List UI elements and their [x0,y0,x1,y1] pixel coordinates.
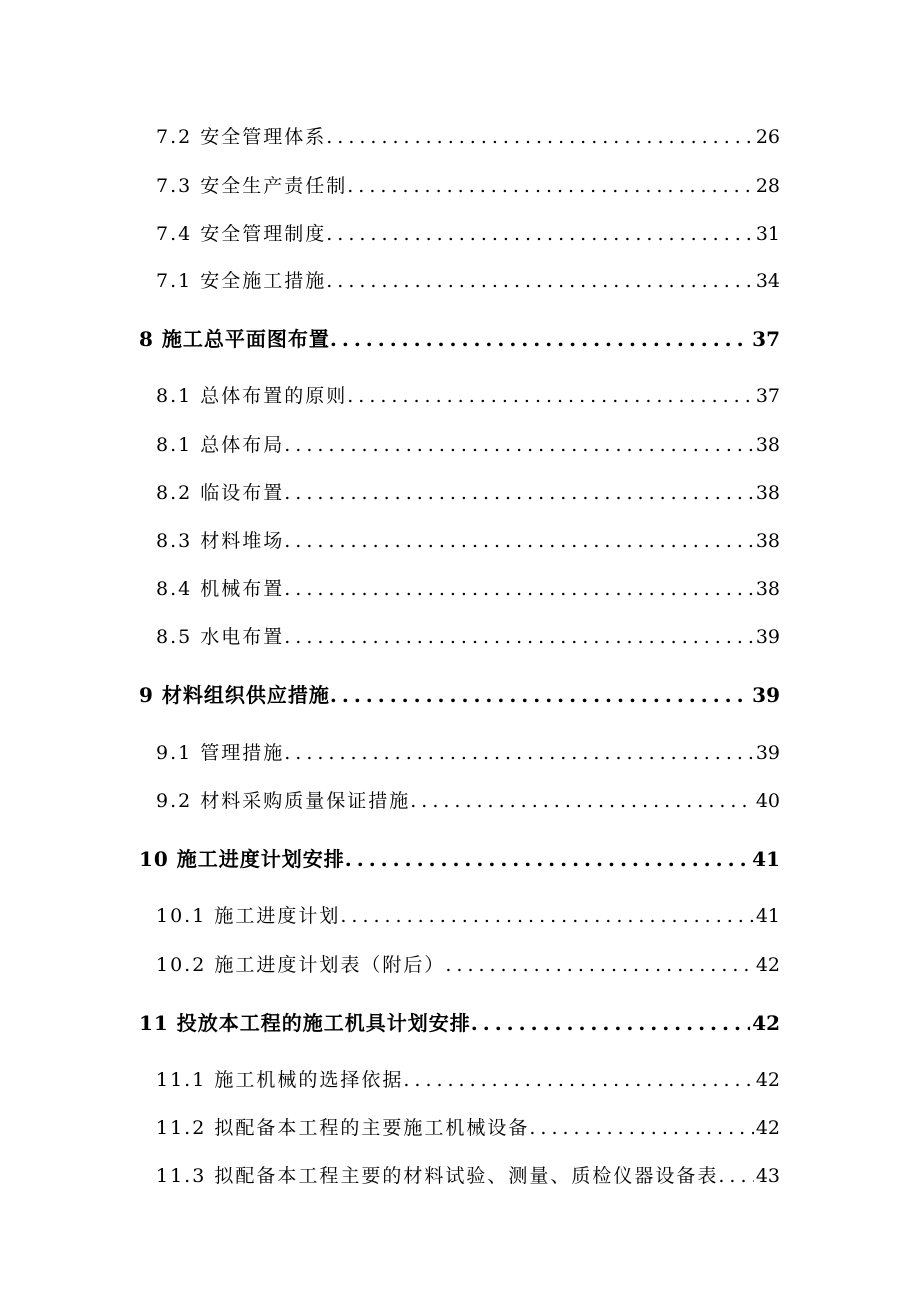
toc-chapter-page: 42 [752,1011,780,1035]
toc-entry[interactable] [156,620,780,650]
toc-entry[interactable] [156,736,780,766]
toc-dot-leader [326,124,754,150]
toc-entry-page: 28 [755,175,780,197]
toc-entry-page: 26 [755,126,780,148]
toc-entry-page: 38 [755,482,780,504]
toc-chapter-page: 41 [752,847,780,871]
toc-entry-page: 41 [755,905,780,927]
toc-entry-page: 40 [755,790,780,812]
toc-entry-title: 11.3 拟配备本工程主要的材料试验、测量、质检仪器设备表 [156,1165,719,1187]
toc-entry[interactable] [156,784,780,814]
toc-chapter-title: 9 材料组织供应措施 [139,683,330,707]
toc-chapter-title: 11 投放本工程的施工机具计划安排 [139,1011,471,1035]
toc-entry[interactable] [156,524,780,554]
toc-entry-page: 31 [755,223,780,245]
toc-entry[interactable] [156,476,780,506]
toc-dot-leader [410,788,754,814]
toc-entry[interactable] [156,120,780,150]
toc-entry-title: 7.3 安全生产责任制 [156,175,348,197]
toc-entry-title: 7.1 安全施工措施 [156,270,327,292]
toc-entry-title: 11.2 拟配备本工程的主要施工机械设备 [156,1117,530,1139]
toc-dot-leader [529,1115,753,1141]
toc-chapter-title: 10 施工进度计划安排 [139,847,345,871]
toc-entry[interactable] [156,1111,780,1141]
toc-entry-title: 8.3 材料堆场 [156,530,285,552]
toc-entry-page: 42 [755,1069,780,1091]
toc-entry-page: 34 [755,270,780,292]
toc-entry[interactable] [156,379,780,409]
toc-chapter-page: 39 [752,683,780,707]
toc-chapter[interactable] [139,322,780,352]
toc-entry-title: 9.2 材料采购质量保证措施 [156,790,411,812]
toc-entry-title: 7.4 安全管理制度 [156,223,327,245]
toc-entry[interactable] [156,1063,780,1093]
toc-entry[interactable] [156,572,780,602]
toc-entry-title: 8.2 临设布置 [156,482,285,504]
toc-entry[interactable] [156,948,780,978]
toc-entry[interactable] [156,1159,780,1189]
toc-dot-leader [718,1163,753,1189]
toc-entry-page: 42 [755,954,780,976]
toc-dot-leader [340,903,753,929]
toc-entry-page: 37 [755,385,780,407]
toc-dot-leader [347,383,754,409]
toc-entry-title: 10.2 施工进度计划表（附后） [156,954,446,976]
toc-entry[interactable] [156,169,780,199]
toc-dot-leader [330,682,750,708]
toc-dot-leader [347,173,754,199]
toc-dot-leader [284,432,754,458]
toc-entry-page: 42 [755,1117,780,1139]
toc-entry-page: 38 [755,434,780,456]
toc-dot-leader [345,846,750,872]
toc-chapter[interactable] [139,1006,780,1036]
toc-entry[interactable] [156,899,780,929]
toc-entry-title: 8.4 机械布置 [156,578,285,600]
toc-entry-title: 7.2 安全管理体系 [156,126,327,148]
toc-entry[interactable] [156,217,780,247]
toc-dot-leader [284,480,754,506]
toc-entry-title: 9.1 管理措施 [156,742,285,764]
toc-entry-title: 8.5 水电布置 [156,626,285,648]
toc-chapter-page: 37 [752,327,780,351]
toc-entry-title: 10.1 施工进度计划 [156,905,341,927]
toc-dot-leader [330,326,750,352]
toc-entry-page: 39 [755,742,780,764]
toc-dot-leader [284,740,754,766]
toc-chapter[interactable] [139,678,780,708]
toc-dot-leader [445,952,753,978]
toc-entry-page: 38 [755,578,780,600]
toc-dot-leader [284,624,754,650]
toc-dot-leader [284,576,754,602]
toc-dot-leader [326,221,754,247]
toc-entry-title: 8.1 总体布置的原则 [156,385,348,407]
toc-dot-leader [471,1010,750,1036]
toc-entry-page: 43 [755,1165,780,1187]
toc-entry[interactable] [156,428,780,458]
toc-entry-title: 11.1 施工机械的选择依据 [156,1069,404,1091]
toc-entry[interactable] [156,264,780,294]
toc-chapter-title: 8 施工总平面图布置 [139,327,330,351]
toc-dot-leader [326,268,754,294]
toc-entry-page: 38 [755,530,780,552]
toc-entry-page: 39 [755,626,780,648]
toc-dot-leader [284,528,754,554]
toc-entry-title: 8.1 总体布局 [156,434,285,456]
toc-chapter[interactable] [139,842,780,872]
toc-dot-leader [403,1067,753,1093]
